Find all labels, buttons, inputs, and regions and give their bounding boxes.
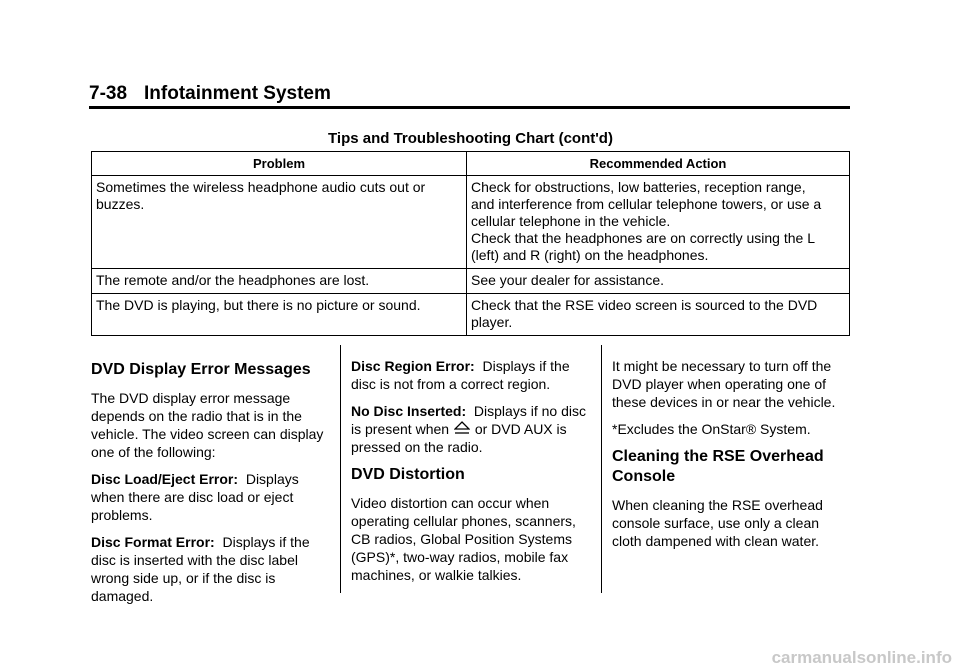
page-number: 7-38	[89, 83, 128, 104]
term-label: Disc Format Error:	[91, 534, 215, 550]
cell-text-line: The DVD is playing, but there is no picture or sound.	[96, 297, 421, 313]
paragraph-disc-format	[91, 533, 327, 605]
cell-problem	[92, 294, 467, 336]
cell-text-line: Sometimes the wireless headphone audio cuts out or	[96, 179, 426, 195]
table-row	[92, 176, 850, 269]
cell-problem	[92, 176, 467, 269]
column-2	[351, 357, 591, 593]
table-header-row	[92, 152, 850, 176]
cell-action	[467, 269, 850, 294]
cell-text-line: Check for obstructions, low batteries, reception range,	[471, 179, 806, 195]
table-row	[92, 269, 850, 294]
section-title: Infotainment System	[144, 83, 331, 104]
troubleshooting-table	[91, 151, 850, 336]
term-text: Displays when there are disc load or eject problems.	[91, 471, 299, 523]
term-text: Displays if the disc is inserted with the disc label wrong side up, or if the disc is damaged.	[91, 534, 310, 604]
page-header	[89, 80, 850, 109]
cell-text-line: The remote and/or the headphones are lost.	[96, 272, 370, 288]
eject-icon	[454, 421, 470, 435]
cell-text-line: Check that the headphones are on correctly using the L	[471, 230, 815, 246]
term-text: Displays if no disc is present when	[351, 403, 586, 437]
term-text: Displays if the disc is not from a correct region.	[351, 358, 570, 392]
table-row	[92, 294, 850, 336]
cell-text-line: Check that the RSE video screen is sourced to the DVD	[471, 297, 818, 313]
footnote: *Excludes the OnStar® System.	[612, 421, 811, 437]
paragraph-distortion: Video distortion can occur when operating cellular phones, scanners, CB radios, Global Position Systems (GPS)*, two-way radios, mobile fax machines, or walkie talkies.	[351, 495, 576, 583]
cell-text-line: (left) and R (right) on the headphones.	[471, 247, 709, 263]
term-label: No Disc Inserted:	[351, 403, 467, 419]
paragraph-cleaning: When cleaning the RSE overhead console surface, use only a clean cloth dampened with clean water.	[612, 497, 823, 549]
term-label: Disc Load/Eject Error:	[91, 471, 239, 487]
paragraph-turn-off: It might be necessary to turn off the DVD player when operating one of these devices in or near the vehicle.	[612, 358, 836, 410]
chart-title: Tips and Troubleshooting Chart (cont'd)	[328, 130, 613, 147]
column-divider	[601, 345, 602, 593]
heading-dvd-display-error-messages: DVD Display Error Messages	[91, 361, 311, 378]
term-text: or DVD AUX is pressed on the radio.	[351, 421, 567, 455]
paragraph-disc-load-eject	[91, 470, 327, 524]
term-label: Disc Region Error:	[351, 358, 475, 374]
column-1	[91, 352, 327, 614]
heading-dvd-distortion: DVD Distortion	[351, 466, 465, 483]
column-header-problem: Problem	[92, 152, 467, 176]
cell-text-line: player.	[471, 314, 513, 330]
cell-text-line: buzzes.	[96, 196, 145, 212]
paragraph-intro: The DVD display error message depends on the radio that is in the vehicle. The video screen can display one of the following:	[91, 390, 324, 460]
heading-cleaning-rse: Cleaning the RSE Overhead Console	[612, 448, 824, 485]
column-divider	[340, 345, 341, 593]
table-body	[92, 176, 850, 336]
cell-text-line: and interference from cellular telephone towers, or use a	[471, 196, 822, 212]
cell-text-line: See your dealer for assistance.	[471, 272, 664, 288]
column-3	[612, 357, 852, 559]
column-header-action: Recommended Action	[467, 152, 850, 176]
cell-text-line: cellular telephone in the vehicle.	[471, 213, 671, 229]
cell-problem	[92, 269, 467, 294]
cell-action	[467, 294, 850, 336]
paragraph-no-disc	[351, 402, 591, 456]
cell-action	[467, 176, 850, 269]
paragraph-disc-region	[351, 357, 591, 393]
watermark: carmanualsonline.info	[771, 648, 952, 667]
